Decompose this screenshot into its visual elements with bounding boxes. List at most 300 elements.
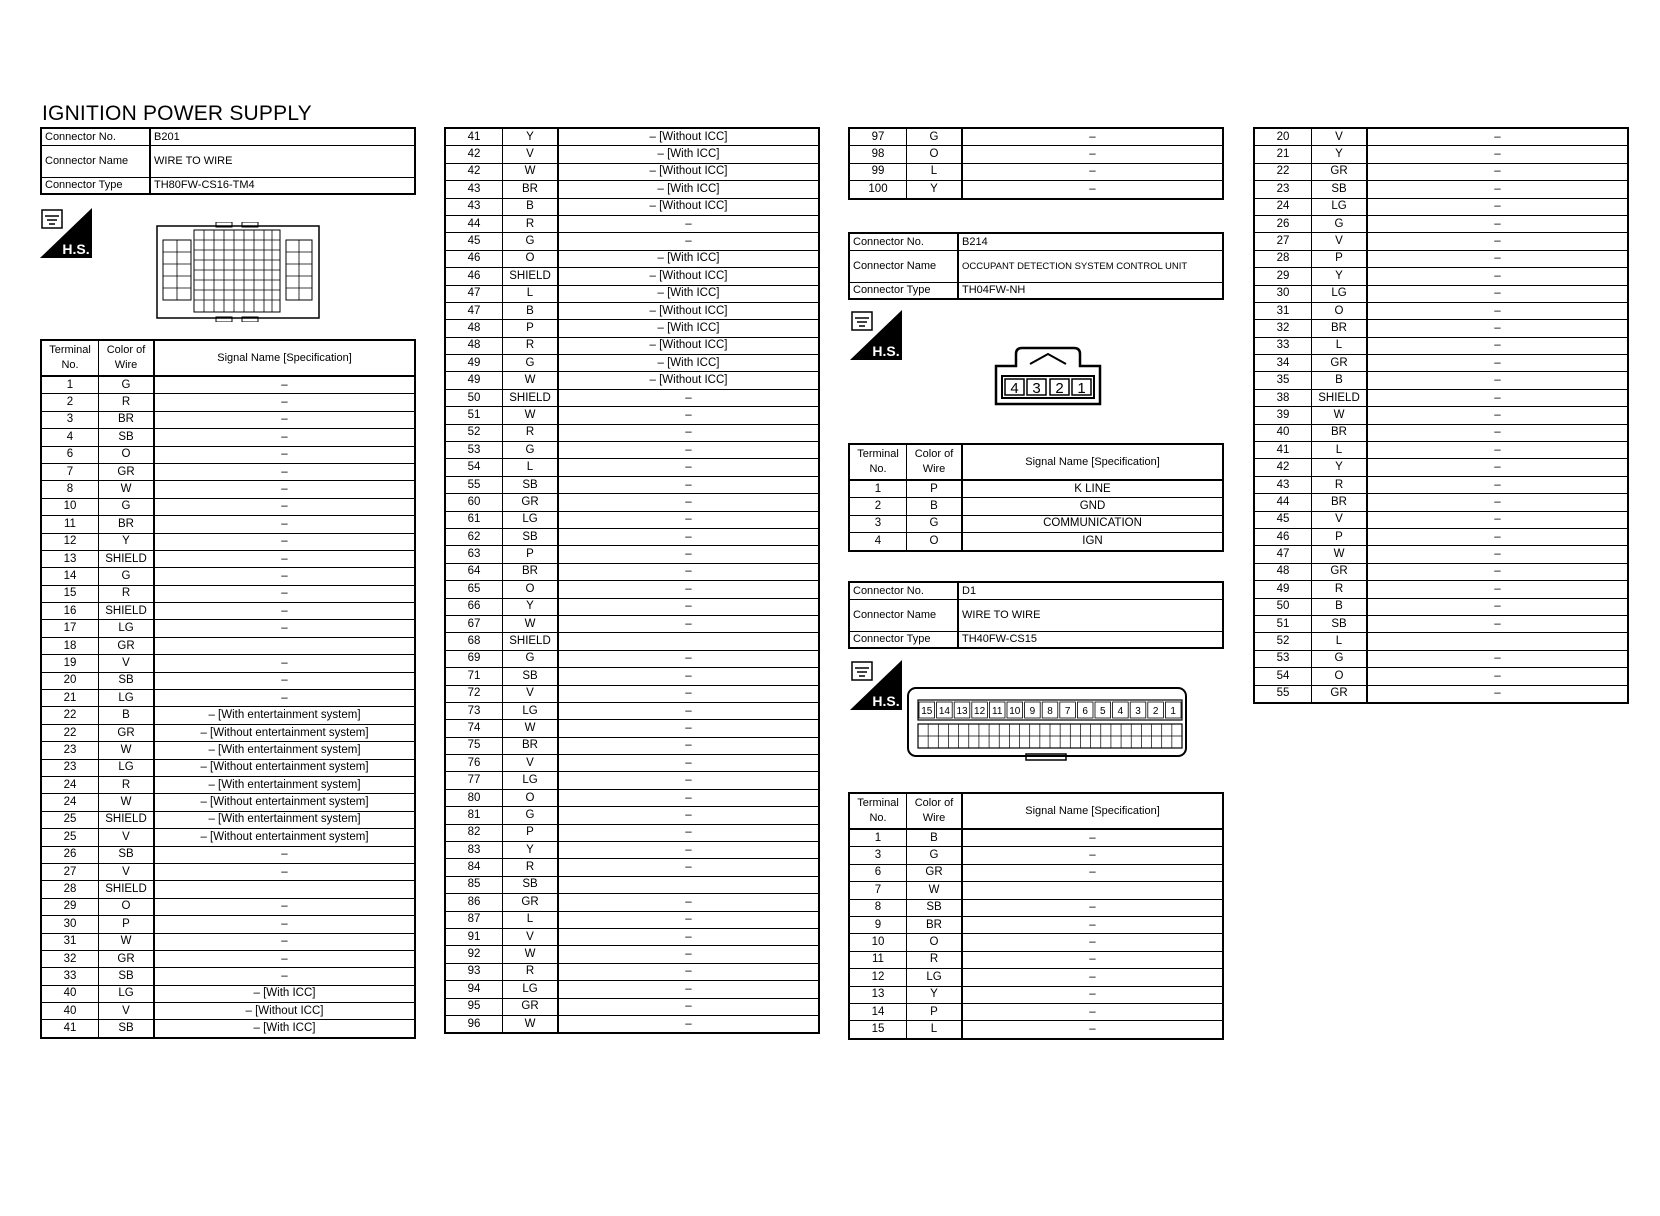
- table-row: [41, 985, 415, 1002]
- signal-name-cell: –: [558, 407, 819, 424]
- connector-no-value: D1: [958, 582, 1223, 599]
- table-row: [1254, 511, 1628, 528]
- signal-name-cell: –: [1367, 233, 1628, 250]
- terminal-no-cell: 32: [1254, 320, 1312, 337]
- terminal-no-cell: 11: [41, 516, 99, 533]
- table-row: [445, 963, 819, 980]
- terminal-no-cell: 80: [445, 789, 503, 806]
- table-row: [41, 1003, 415, 1020]
- terminal-no-cell: 92: [445, 946, 503, 963]
- signal-name-cell: –: [558, 789, 819, 806]
- terminal-no-cell: 40: [41, 985, 99, 1002]
- connector-d1-column: [848, 581, 1224, 649]
- terminal-no-cell: 54: [445, 459, 503, 476]
- signal-name-cell: –: [962, 847, 1223, 864]
- signal-name-cell: –: [558, 494, 819, 511]
- terminal-no-cell: 45: [445, 233, 503, 250]
- wire-color-cell: R: [503, 963, 559, 980]
- terminal-no-cell: 72: [445, 685, 503, 702]
- signal-name-cell: –: [1367, 442, 1628, 459]
- table-row: [445, 633, 819, 650]
- table-row: [1254, 163, 1628, 180]
- wire-color-cell: G: [503, 650, 559, 667]
- terminal-no-cell: 55: [1254, 685, 1312, 703]
- table-row: [41, 498, 415, 515]
- terminal-no-cell: 50: [1254, 598, 1312, 615]
- signal-name-cell: –: [558, 894, 819, 911]
- terminal-no-cell: 84: [445, 859, 503, 876]
- terminal-no-cell: 61: [445, 511, 503, 528]
- wire-color-cell: O: [503, 581, 559, 598]
- signal-name-cell: –: [558, 215, 819, 232]
- table-row: [445, 302, 819, 319]
- table-row: [445, 981, 819, 998]
- wire-color-cell: GR: [503, 494, 559, 511]
- wire-color-cell: V: [1312, 128, 1368, 146]
- wire-color-cell: GR: [1312, 563, 1368, 580]
- wire-color-cell: Y: [907, 181, 963, 199]
- table-row: [1254, 650, 1628, 667]
- table-row: [1254, 233, 1628, 250]
- wire-color-cell: SB: [99, 672, 155, 689]
- table-row: [41, 863, 415, 880]
- wire-color-cell: W: [99, 794, 155, 811]
- connector-b214-terminal-table: [848, 443, 1224, 552]
- signal-name-cell: –: [558, 1015, 819, 1033]
- wire-color-cell: P: [907, 480, 963, 498]
- wire-color-cell: SB: [503, 876, 559, 893]
- signal-name-cell: –: [558, 581, 819, 598]
- terminal-no-cell: 3: [41, 411, 99, 428]
- terminal-no-cell: 7: [41, 463, 99, 480]
- wire-color-cell: G: [1312, 650, 1368, 667]
- wire-color-cell: LG: [503, 981, 559, 998]
- connector-b214-face-diagram: [994, 346, 1102, 411]
- signal-name-cell: –: [962, 951, 1223, 968]
- terminal-no-cell: 32: [41, 950, 99, 967]
- wire-color-cell: P: [1312, 250, 1368, 267]
- terminal-no-cell: 51: [1254, 615, 1312, 632]
- signal-name-cell: – [Without entertainment system]: [154, 759, 415, 776]
- wire-color-cell: R: [99, 776, 155, 793]
- connector-type-label: Connector Type: [849, 631, 958, 648]
- wire-color-cell: P: [503, 824, 559, 841]
- terminal-no-cell: 13: [41, 550, 99, 567]
- wire-color-cell: W: [1312, 546, 1368, 563]
- signal-name-cell: [962, 882, 1223, 899]
- terminal-no-cell: 42: [445, 163, 503, 180]
- table-row: [445, 407, 819, 424]
- wire-color-cell: BR: [1312, 320, 1368, 337]
- signal-name-cell: –: [1367, 511, 1628, 528]
- terminal-no-cell: 96: [445, 1015, 503, 1033]
- table-row: [41, 846, 415, 863]
- signal-name-cell: –: [154, 603, 415, 620]
- terminal-no-cell: 27: [41, 863, 99, 880]
- terminal-no-cell: 30: [41, 916, 99, 933]
- signal-name-cell: –: [1367, 372, 1628, 389]
- signal-name-cell: –: [154, 916, 415, 933]
- signal-name-cell: – [With ICC]: [558, 320, 819, 337]
- terminal-no-cell: 4: [849, 533, 907, 551]
- connector-name-label: Connector Name: [849, 250, 958, 282]
- table-row: [445, 859, 819, 876]
- table-row: [41, 516, 415, 533]
- wire-color-cell: G: [503, 442, 559, 459]
- signal-name-cell: – [With ICC]: [558, 146, 819, 163]
- table-row: [1254, 476, 1628, 493]
- wire-color-cell: LG: [503, 511, 559, 528]
- table-row: [1254, 181, 1628, 198]
- signal-name-cell: –: [558, 755, 819, 772]
- terminal-no-cell: 22: [1254, 163, 1312, 180]
- wire-color-cell: GR: [99, 950, 155, 967]
- wire-color-cell: LG: [1312, 198, 1368, 215]
- signal-name-cell: GND: [962, 498, 1223, 515]
- terminal-no-cell: 22: [41, 707, 99, 724]
- signal-name-cell: –: [558, 563, 819, 580]
- signal-name-cell: – [Without ICC]: [558, 372, 819, 389]
- signal-name-cell: –: [962, 1021, 1223, 1039]
- signal-name-cell: IGN: [962, 533, 1223, 551]
- terminal-no-cell: 82: [445, 824, 503, 841]
- table-row: [1254, 633, 1628, 650]
- table-row: [445, 563, 819, 580]
- signal-name-cell: –: [154, 411, 415, 428]
- terminal-no-cell: 40: [41, 1003, 99, 1020]
- wire-color-cell: R: [907, 951, 963, 968]
- terminal-no-cell: 4: [41, 429, 99, 446]
- terminal-no-cell: 48: [445, 337, 503, 354]
- wire-color-cell: B: [99, 707, 155, 724]
- signal-name-cell: –: [962, 181, 1223, 199]
- table-row: [41, 603, 415, 620]
- wire-color-cell: O: [503, 250, 559, 267]
- terminal-no-cell: 68: [445, 633, 503, 650]
- terminal-no-cell: 39: [1254, 407, 1312, 424]
- signal-name-cell: –: [154, 690, 415, 707]
- terminal-no-cell: 24: [41, 794, 99, 811]
- table-row: [849, 829, 1223, 847]
- wire-color-cell: Y: [99, 533, 155, 550]
- b214-pin-label: 2: [1055, 380, 1064, 397]
- terminal-no-cell: 1: [849, 829, 907, 847]
- signal-name-cell: –: [558, 389, 819, 406]
- hs-badge-text: H.S.: [62, 241, 90, 257]
- signal-name-cell: [558, 633, 819, 650]
- terminal-no-cell: 60: [445, 494, 503, 511]
- wire-color-cell: G: [99, 498, 155, 515]
- table-row: [445, 668, 819, 685]
- wire-color-cell: Y: [1312, 459, 1368, 476]
- terminal-no-cell: 65: [445, 581, 503, 598]
- terminal-no-cell: 6: [849, 864, 907, 881]
- table-row: [41, 550, 415, 567]
- table-row: [445, 807, 819, 824]
- wire-color-cell: W: [503, 163, 559, 180]
- table-row: [1254, 268, 1628, 285]
- terminal-no-cell: 34: [1254, 355, 1312, 372]
- table-row: [41, 916, 415, 933]
- signal-name-cell: –: [1367, 337, 1628, 354]
- table-row: [445, 146, 819, 163]
- terminal-no-cell: 42: [445, 146, 503, 163]
- wire-color-cell: W: [99, 742, 155, 759]
- terminal-no-cell: 44: [1254, 494, 1312, 511]
- signal-name-cell: –: [154, 672, 415, 689]
- table-row: [445, 476, 819, 493]
- wire-color-cell: G: [907, 515, 963, 532]
- table-row: [849, 1003, 1223, 1020]
- terminal-no-cell: 62: [445, 528, 503, 545]
- page-title: IGNITION POWER SUPPLY: [42, 102, 312, 125]
- signal-name-cell: –: [154, 429, 415, 446]
- signal-name-cell: –: [1367, 459, 1628, 476]
- signal-name-cell: –: [154, 933, 415, 950]
- signal-header: Signal Name [Specification]: [962, 444, 1223, 480]
- wire-color-cell: O: [1312, 668, 1368, 685]
- signal-name-cell: –: [154, 655, 415, 672]
- terminal-no-cell: 9: [849, 916, 907, 933]
- table-row: [1254, 198, 1628, 215]
- terminal-no-cell: 11: [849, 951, 907, 968]
- wire-color-cell: LG: [907, 969, 963, 986]
- table-row: [445, 546, 819, 563]
- table-row: [849, 864, 1223, 881]
- signal-name-cell: –: [1367, 285, 1628, 302]
- signal-name-cell: –: [154, 516, 415, 533]
- wire-color-cell: BR: [503, 181, 559, 198]
- terminal-no-cell: 20: [1254, 128, 1312, 146]
- wire-color-cell: LG: [99, 690, 155, 707]
- wire-color-cell: G: [503, 807, 559, 824]
- signal-name-cell: –: [154, 950, 415, 967]
- table-row: [445, 842, 819, 859]
- connector-no-value: B201: [150, 128, 415, 145]
- terminal-no-cell: 76: [445, 755, 503, 772]
- signal-name-cell: –: [558, 998, 819, 1015]
- wire-color-cell: V: [503, 685, 559, 702]
- table-row: [849, 533, 1223, 551]
- terminal-no-cell: 23: [41, 759, 99, 776]
- terminal-no-cell: 41: [41, 1020, 99, 1038]
- wire-color-cell: SB: [503, 668, 559, 685]
- wire-color-cell: P: [99, 916, 155, 933]
- terminal-no-cell: 48: [1254, 563, 1312, 580]
- color-header: Color of Wire: [99, 340, 155, 376]
- table-row: [849, 146, 1223, 163]
- terminal-no-cell: 24: [1254, 198, 1312, 215]
- table-row: [849, 498, 1223, 515]
- d1-pin-label: 6: [1082, 706, 1088, 717]
- signal-name-cell: –: [1367, 302, 1628, 319]
- hs-icon: [40, 208, 92, 263]
- table-row: [41, 446, 415, 463]
- terminal-no-cell: 25: [41, 829, 99, 846]
- table-row: [445, 355, 819, 372]
- wire-color-cell: R: [503, 859, 559, 876]
- wire-color-cell: L: [1312, 337, 1368, 354]
- wire-color-cell: V: [503, 755, 559, 772]
- signal-name-cell: –: [154, 376, 415, 394]
- table-row: [41, 724, 415, 741]
- signal-name-cell: –: [1367, 128, 1628, 146]
- signal-name-cell: [558, 876, 819, 893]
- d1-pin-label: 2: [1152, 706, 1159, 717]
- terminal-no-header: Terminal No.: [849, 793, 907, 829]
- wire-color-cell: O: [503, 789, 559, 806]
- signal-name-cell: –: [1367, 615, 1628, 632]
- table-row: [41, 759, 415, 776]
- wire-color-cell: L: [1312, 442, 1368, 459]
- connector-name-value: WIRE TO WIRE: [958, 599, 1223, 631]
- table-row: [445, 824, 819, 841]
- connector-b201-column: [40, 127, 416, 195]
- wire-color-cell: B: [503, 198, 559, 215]
- table-row: [445, 615, 819, 632]
- wire-color-cell: GR: [1312, 685, 1368, 703]
- terminal-no-cell: 53: [445, 442, 503, 459]
- table-row: [41, 968, 415, 985]
- table-row: [41, 568, 415, 585]
- signal-name-cell: –: [558, 528, 819, 545]
- wire-color-cell: V: [99, 863, 155, 880]
- signal-name-cell: –: [558, 615, 819, 632]
- terminal-no-cell: 10: [849, 934, 907, 951]
- signal-name-cell: –: [1367, 198, 1628, 215]
- table-row: [445, 928, 819, 945]
- signal-name-cell: –: [558, 737, 819, 754]
- wire-color-cell: L: [503, 459, 559, 476]
- connector-no-label: Connector No.: [849, 233, 958, 250]
- signal-name-cell: –: [1367, 494, 1628, 511]
- signal-name-cell: –: [558, 424, 819, 441]
- table-row: [41, 585, 415, 602]
- table-row: [41, 376, 415, 394]
- wire-color-cell: R: [503, 337, 559, 354]
- connector-d1-terminal-table-1: [848, 792, 1224, 1040]
- wire-color-cell: G: [99, 568, 155, 585]
- table-row: [445, 233, 819, 250]
- wire-color-cell: G: [503, 233, 559, 250]
- terminal-no-cell: 12: [41, 533, 99, 550]
- signal-name-cell: –: [154, 846, 415, 863]
- signal-name-cell: – [With ICC]: [154, 985, 415, 1002]
- terminal-no-cell: 26: [1254, 215, 1312, 232]
- connector-name-label: Connector Name: [849, 599, 958, 631]
- signal-name-cell: – [With entertainment system]: [154, 707, 415, 724]
- signal-name-cell: –: [154, 585, 415, 602]
- connector-b201-terminal-table-3: [848, 127, 1224, 200]
- terminal-no-cell: 40: [1254, 424, 1312, 441]
- table-row: [445, 163, 819, 180]
- signal-name-cell: – [Without entertainment system]: [154, 794, 415, 811]
- signal-name-cell: [154, 881, 415, 898]
- table-row: [1254, 372, 1628, 389]
- table-row: [1254, 563, 1628, 580]
- table-row: [1254, 355, 1628, 372]
- wire-color-cell: GR: [99, 637, 155, 654]
- terminal-no-header: Terminal No.: [849, 444, 907, 480]
- table-row: [445, 181, 819, 198]
- connector-b214-info: [848, 232, 1224, 300]
- signal-name-cell: – [Without ICC]: [558, 198, 819, 215]
- wire-color-cell: O: [99, 446, 155, 463]
- table-row: [445, 337, 819, 354]
- table-row: [445, 1015, 819, 1033]
- table-row: [445, 320, 819, 337]
- terminal-no-cell: 24: [41, 776, 99, 793]
- signal-name-cell: –: [558, 928, 819, 945]
- terminal-no-cell: 8: [849, 899, 907, 916]
- signal-name-cell: –: [962, 916, 1223, 933]
- wire-color-cell: GR: [503, 998, 559, 1015]
- table-row: [445, 650, 819, 667]
- connector-no-label: Connector No.: [849, 582, 958, 599]
- signal-name-cell: [154, 637, 415, 654]
- table-row: [41, 950, 415, 967]
- table-row: [1254, 285, 1628, 302]
- signal-name-cell: –: [558, 911, 819, 928]
- wire-color-cell: GR: [503, 894, 559, 911]
- terminal-no-cell: 54: [1254, 668, 1312, 685]
- signal-name-cell: –: [558, 546, 819, 563]
- table-row: [41, 690, 415, 707]
- signal-name-cell: –: [962, 969, 1223, 986]
- connector-d1-face-diagram: [906, 686, 1188, 767]
- wire-color-cell: SB: [907, 899, 963, 916]
- terminal-no-cell: 48: [445, 320, 503, 337]
- table-row: [1254, 442, 1628, 459]
- wire-color-cell: SHIELD: [1312, 389, 1368, 406]
- table-row: [1254, 668, 1628, 685]
- signal-name-cell: –: [558, 598, 819, 615]
- table-row: [41, 794, 415, 811]
- table-row: [1254, 215, 1628, 232]
- table-row: [41, 463, 415, 480]
- terminal-no-cell: 1: [849, 480, 907, 498]
- signal-name-cell: –: [1367, 163, 1628, 180]
- terminal-no-cell: 25: [41, 811, 99, 828]
- table-row: [445, 268, 819, 285]
- wire-color-cell: GR: [99, 724, 155, 741]
- terminal-no-cell: 26: [41, 846, 99, 863]
- table-row: [849, 1021, 1223, 1039]
- wire-color-cell: SB: [99, 1020, 155, 1038]
- terminal-no-cell: 21: [1254, 146, 1312, 163]
- terminal-no-cell: 10: [41, 498, 99, 515]
- terminal-no-cell: 49: [1254, 581, 1312, 598]
- signal-name-cell: –: [558, 442, 819, 459]
- wire-color-cell: V: [503, 146, 559, 163]
- signal-name-cell: –: [154, 550, 415, 567]
- table-row: [41, 898, 415, 915]
- signal-name-cell: –: [154, 968, 415, 985]
- signal-name-cell: –: [962, 128, 1223, 146]
- table-row: [445, 250, 819, 267]
- signal-name-cell: – [Without ICC]: [154, 1003, 415, 1020]
- signal-name-cell: –: [154, 498, 415, 515]
- wire-color-cell: V: [99, 655, 155, 672]
- terminal-no-cell: 3: [849, 847, 907, 864]
- signal-name-cell: –: [558, 720, 819, 737]
- color-header: Color of Wire: [907, 444, 963, 480]
- signal-name-cell: –: [154, 863, 415, 880]
- table-row: [1254, 320, 1628, 337]
- table-row: [445, 285, 819, 302]
- signal-name-cell: –: [558, 668, 819, 685]
- wire-color-cell: BR: [503, 563, 559, 580]
